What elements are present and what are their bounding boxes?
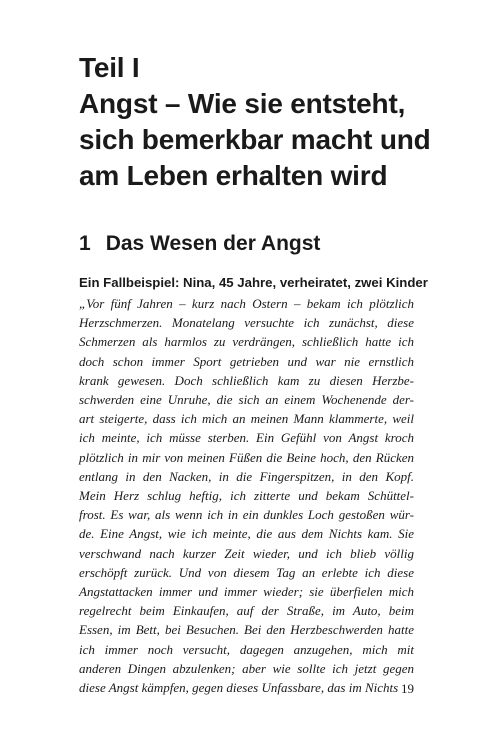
case-study-heading: Ein Fallbeispiel: Nina, 45 Jahre, verheiratet, zwei Kinder bbox=[79, 275, 428, 290]
quote-line: „Vor fünf Jahren – kurz nach Ostern – bekam ich plötzlich bbox=[79, 296, 414, 311]
quote-line: Schmerzen als harmlos zu verdrängen, schließlich hatte ich bbox=[79, 334, 414, 350]
quote-line: ich immer noch versucht, dagegen anzugehen, mich mit bbox=[79, 641, 414, 657]
quote-line: erschöpft zurück. Und von diesem Tag an erlebte ich diese bbox=[79, 564, 414, 580]
quote-line: frost. Es war, als wenn ich in ein dunkles Loch gestoßen wür- bbox=[79, 507, 414, 523]
part-title-line: am Leben erhalten wird bbox=[79, 160, 388, 191]
case-study-quote bbox=[79, 294, 414, 697]
quote-line: ich meinte, ich müsse sterben. Ein Gefühl von Angst kroch bbox=[79, 430, 414, 446]
quote-line: art steigerte, dass ich mich an meinen Mann klammerte, weil bbox=[79, 411, 414, 427]
quote-line: plötzlich in mir von meinen Füßen die Beine hoch, den Rücken bbox=[79, 449, 414, 465]
chapter-heading bbox=[79, 230, 320, 258]
quote-line: verschwand nach kurzer Zeit wieder, und ich blieb völlig bbox=[79, 545, 414, 561]
part-title-line: sich bemerkbar macht und bbox=[79, 124, 431, 155]
quote-line: doch schon immer Sport getrieben und war nie ernstlich bbox=[79, 353, 414, 369]
quote-line: Angstattacken immer und immer wieder; sie überfielen mich bbox=[79, 584, 414, 600]
quote-line: krank gewesen. Doch schließlich kam zu diesen Herzbe- bbox=[79, 372, 414, 388]
quote-line: Mein Herz schlug heftig, ich zitterte und bekam Schüttel- bbox=[79, 488, 414, 504]
quote-line: Essen, im Bett, bei Besuchen. Bei den Herzbeschwerden hatte bbox=[79, 622, 414, 638]
part-title-line: Teil I bbox=[79, 52, 140, 83]
part-title bbox=[79, 50, 459, 194]
quote-line: de. Eine Angst, wie ich meinte, die aus dem Nichts kam. Sie bbox=[79, 526, 414, 542]
quote-line: anderen Dingen abzulenken; aber wie sollte ich jetzt gegen bbox=[79, 660, 414, 676]
quote-line: entlang in den Nacken, in die Fingerspitzen, in den Kopf. bbox=[79, 468, 414, 484]
quote-line: regelrecht beim Einkaufen, auf der Straße, im Auto, beim bbox=[79, 603, 414, 619]
quote-line: schwerden eine Unruhe, die sich an einem Wochenende der- bbox=[79, 392, 414, 408]
page-number: 19 bbox=[401, 681, 414, 696]
quote-line: diese Angst kämpfen, gegen dieses Unfassbare, das im Nichts bbox=[79, 680, 399, 696]
quote-line: Herzschmerzen. Monatelang versuchte ich zunächst, diese bbox=[79, 315, 414, 331]
chapter-number: 1 bbox=[79, 232, 91, 255]
chapter-title: Das Wesen der Angst bbox=[105, 232, 321, 255]
part-title-line: Angst – Wie sie entsteht, bbox=[79, 88, 406, 119]
